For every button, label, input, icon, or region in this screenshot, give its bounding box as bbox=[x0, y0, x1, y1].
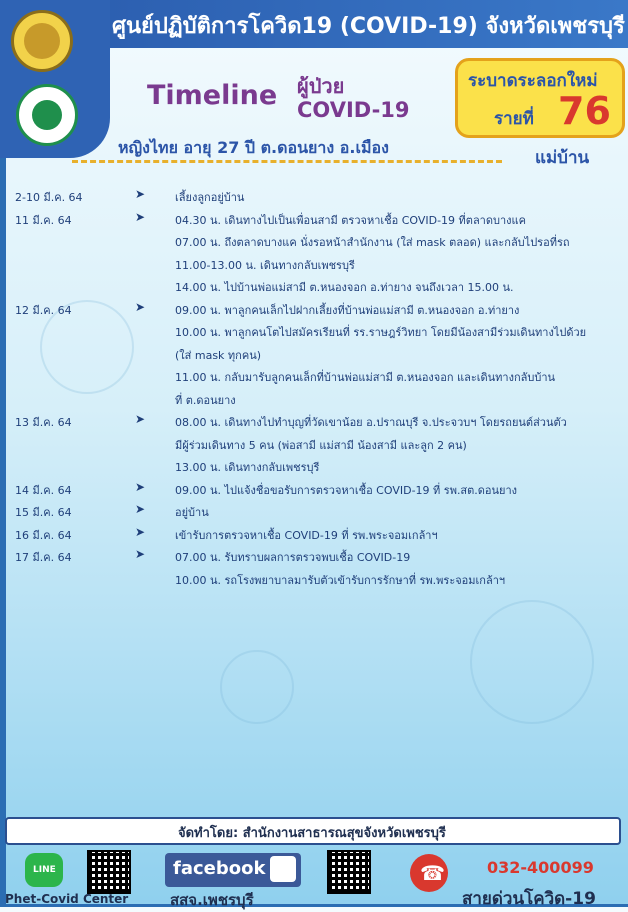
event-detail: 10.00 น. พาลูกคนโตไปสมัครเรียนที่ รร.ราษฎร์วิทยา โดยมีน้องสามีร่วมเดินทางไปด้วย bbox=[175, 326, 587, 339]
timeline-heading: Timeline bbox=[147, 80, 278, 111]
arrow-bullet-icon: ➤ bbox=[135, 187, 146, 201]
event-date: 16 มี.ค. 64 bbox=[15, 528, 72, 542]
qr-code-icon bbox=[87, 850, 131, 894]
event-detail: 08.00 น. เดินทางไปทำบุญที่วัดเขาน้อย อ.ปราณบุรี จ.ประจวบฯ โดยรถยนต์ส่วนตัว bbox=[175, 416, 567, 429]
arrow-bullet-icon: ➤ bbox=[135, 299, 146, 314]
event-date: 11 มี.ค. 64 bbox=[15, 213, 72, 227]
arrow-bullet-icon: ➤ bbox=[135, 479, 146, 494]
logo-panel bbox=[0, 0, 110, 158]
facebook-icon[interactable]: facebook bbox=[165, 853, 301, 887]
telephone-icon[interactable]: ☎ bbox=[410, 854, 448, 892]
event-detail: 11.00 น. กลับมารับลูกคนเล็กที่บ้านพ่อแม่สามี ต.หนองจอก และเดินทางกลับบ้าน bbox=[175, 371, 556, 384]
event-detail: 11.00-13.00 น. เดินทางกลับเพชรบุรี bbox=[175, 258, 355, 272]
outbreak-badge bbox=[455, 58, 625, 138]
event-date: 12 มี.ค. 64 bbox=[15, 303, 72, 317]
event-detail: มีผู้ร่วมเดินทาง 5 คน (พ่อสามี แม่สามี น้องสามี และลูก 2 คน) bbox=[175, 438, 467, 452]
covid-heading: COVID-19 bbox=[297, 98, 410, 122]
event-date: 13 มี.ค. 64 bbox=[15, 416, 72, 429]
line-account-label: Phet-Covid Center bbox=[5, 892, 129, 906]
organizer-text: จัดทำโดย: สำนักงานสาธารณสุขจังหวัดเพชรบุรี bbox=[178, 826, 446, 841]
background-doodle bbox=[220, 650, 294, 724]
event-detail: 07.00 น. ถึงตลาดบางแค นั่งรอหน้าสำนักงาน (ใส่ mask ตลอด) และกลับไปรอที่รถ bbox=[175, 236, 570, 249]
dashed-divider bbox=[72, 160, 502, 163]
event-detail: 13.00 น. เดินทางกลับเพชรบุรี bbox=[175, 461, 320, 474]
page-title: ศูนย์ปฏิบัติการโควิด19 (COVID-19) จังหวัดเพชรบุรี bbox=[112, 14, 625, 39]
line-app-icon[interactable]: LINE bbox=[25, 853, 63, 887]
outbreak-label: ระบาดระลอกใหม่ bbox=[468, 71, 598, 91]
event-detail: 04.30 น. เดินทางไปเป็นเพื่อนสามี ตรวจหาเชื้อ COVID-19 ที่ตลาดบางแค bbox=[175, 213, 526, 227]
hotline-number[interactable]: 032-400099 bbox=[487, 858, 594, 877]
event-date: 15 มี.ค. 64 bbox=[15, 506, 72, 519]
event-detail: 14.00 น. ไปบ้านพ่อแม่สามี ต.หนองจอก อ.ท่ายาง จนถึงเวลา 15.00 น. bbox=[175, 281, 514, 294]
event-detail: (ใส่ mask ทุกคน) bbox=[175, 348, 262, 362]
arrow-bullet-icon: ➤ bbox=[135, 524, 146, 539]
event-detail: ที่ ต.ดอนยาง bbox=[175, 393, 236, 407]
event-date: 14 มี.ค. 64 bbox=[15, 483, 72, 497]
arrow-bullet-icon: ➤ bbox=[135, 547, 146, 561]
hotline-label: สายด่วนโควิด-19 bbox=[462, 889, 596, 909]
event-detail: อยู่บ้าน bbox=[175, 506, 209, 519]
arrow-bullet-icon: ➤ bbox=[135, 209, 146, 224]
arrow-bullet-icon: ➤ bbox=[135, 412, 146, 426]
patient-heading: ผู้ป่วย bbox=[297, 74, 345, 98]
event-date: 2-10 มี.ค. 64 bbox=[15, 191, 83, 204]
patient-occupation: แม่บ้าน bbox=[535, 148, 590, 168]
case-label: รายที่ bbox=[494, 109, 534, 129]
background-doodle bbox=[470, 600, 594, 724]
thumbs-up-icon bbox=[270, 856, 296, 882]
ministry-of-public-health-logo bbox=[16, 84, 78, 146]
provincial-seal-logo bbox=[11, 10, 73, 72]
event-detail: 09.00 น. ไปแจ้งชื่อขอรับการตรวจหาเชื้อ COVID-19 ที่ รพ.สต.ดอนยาง bbox=[175, 483, 518, 497]
facebook-page-label: สสจ.เพชรบุรี bbox=[170, 891, 254, 909]
arrow-bullet-icon: ➤ bbox=[135, 502, 146, 516]
event-detail: 07.00 น. รับทราบผลการตรวจพบเชื้อ COVID-19 bbox=[175, 551, 411, 564]
case-number: 76 bbox=[558, 89, 611, 133]
event-detail: เลี้ยงลูกอยู่บ้าน bbox=[175, 191, 245, 204]
event-detail: เข้ารับการตรวจหาเชื้อ COVID-19 ที่ รพ.พระจอมเกล้าฯ bbox=[175, 528, 438, 542]
event-date: 17 มี.ค. 64 bbox=[15, 551, 72, 564]
qr-code-icon bbox=[327, 850, 371, 894]
event-detail: 09.00 น. พาลูกคนเล็กไปฝากเลี้ยงที่บ้านพ่อแม่สามี ต.หนองจอก อ.ท่ายาง bbox=[175, 303, 520, 317]
event-detail: 10.00 น. รถโรงพยาบาลมารับตัวเข้ารับการรักษาที่ รพ.พระจอมเกล้าฯ bbox=[175, 573, 506, 587]
patient-description: หญิงไทย อายุ 27 ปี ต.ดอนยาง อ.เมือง bbox=[118, 138, 389, 157]
